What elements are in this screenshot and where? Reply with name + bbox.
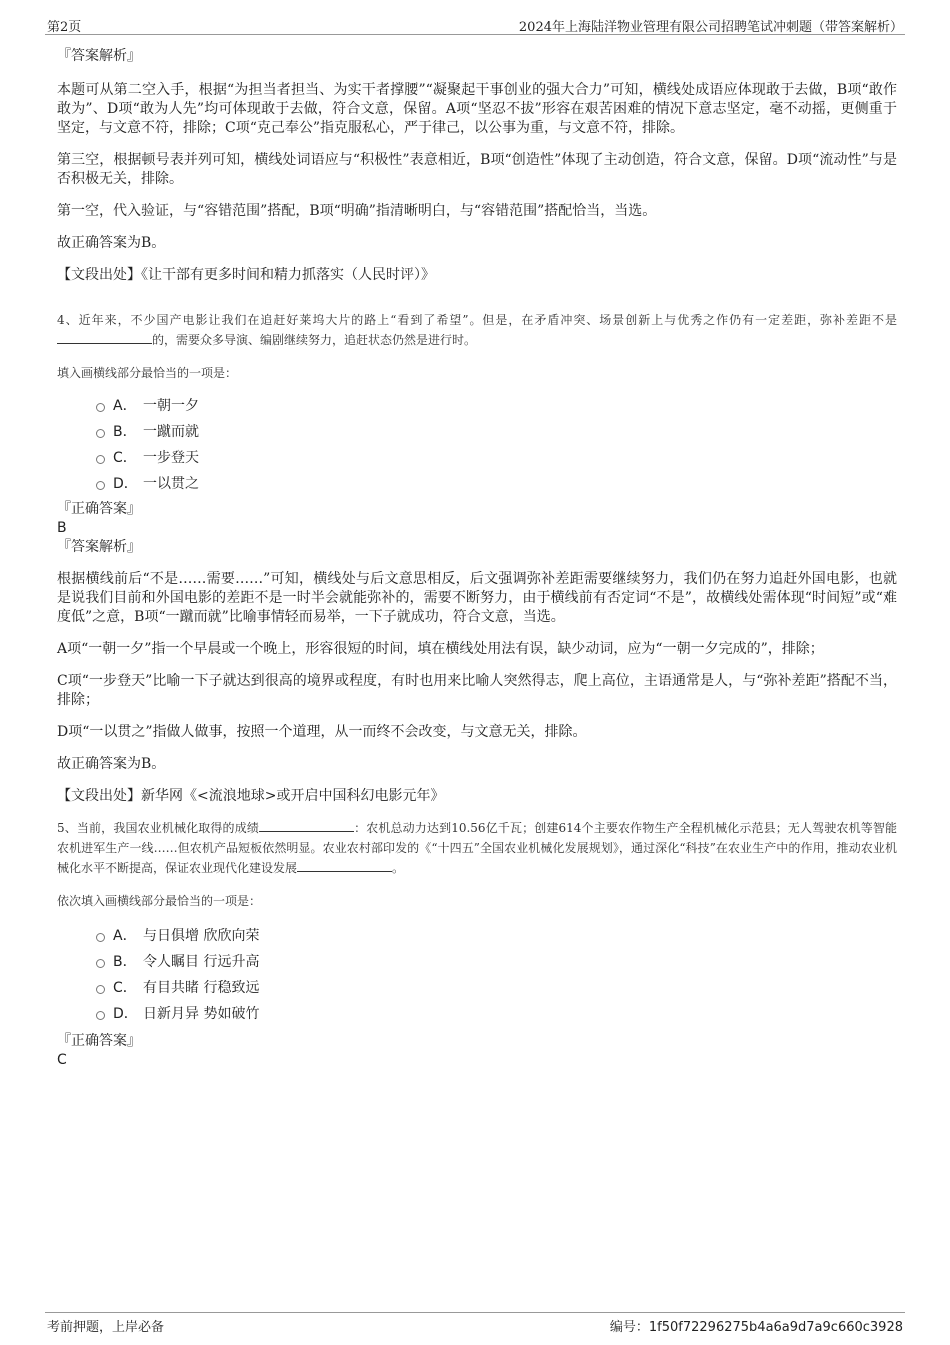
q4-analysis-label: 『答案解析』	[57, 539, 141, 555]
q4-text-part1: 4、近年来，不少国产电影让我们在追赶好莱坞大片的路上“看到了希望”。但是，在矛盾冲突、场景创新上与优秀之作仍有一定差距，弥补差距不是	[57, 313, 897, 327]
q4-analysis-p2: A项“一朝一夕”指一个早晨或一个晚上，形容很短的时间，填在横线处用法有误，缺少动词，应为“一朝一夕完成的”，排除；	[57, 641, 824, 657]
option-letter: A．	[113, 398, 137, 414]
q5-text-part2: ：农机总动力达到10.56亿千瓦；创建614个主要农作物生产全程机械化示范县；无人驾驶农机等智能农机进军生产一线……但农机产品短板依然明显。农业农村部印发的《“十四五”全国农业机械化发展规划》，通过深化“科技”在农业生产中的作用，推动农业机械化水平不断提高，保证农业现代化建设发展	[57, 821, 897, 875]
radio-icon[interactable]	[96, 933, 105, 942]
q3-analysis-p3: 第一空，代入验证，与“容错范围”搭配，B项“明确”指清晰明白，与“容错范围”搭配恰当，当选。	[57, 203, 657, 219]
q5-answer: C	[57, 1052, 67, 1068]
q4-analysis-p3: C项“一步登天”比喻一下子就达到很高的境界或程度，有时也用来比喻人突然得志，爬上高位，主语通常是人，与“弥补差距”搭配不当，排除；	[57, 673, 897, 708]
option-letter: C．	[113, 450, 137, 466]
option-letter: D．	[113, 1006, 138, 1022]
q5-blank-2	[297, 859, 392, 872]
q4-analysis-p5: 故正确答案为B。	[57, 756, 166, 772]
q4-source: 【文段出处】新华网《<流浪地球>或开启中国科幻电影元年》	[57, 788, 445, 804]
option-text: 一蹴而就	[143, 424, 199, 440]
q5-option-a[interactable]	[96, 922, 897, 948]
q4-blank	[57, 331, 152, 344]
q5-text-part3: 。	[392, 861, 405, 875]
q3-analysis-p4: 故正确答案为B。	[57, 235, 166, 251]
option-text: 一步登天	[143, 450, 199, 466]
option-letter: C．	[113, 980, 137, 996]
q4-option-d[interactable]	[96, 470, 897, 496]
option-text: 一以贯之	[143, 476, 199, 492]
q3-source: 【文段出处】《让干部有更多时间和精力抓落实（人民时评）》	[57, 267, 435, 283]
q3-analysis-p1: 本题可从第二空入手，根据“为担当者担当、为实干者撑腰”“凝聚起干事创业的强大合力”可知，横线处成语应体现敢于去做，B项“敢作敢为”、D项“敢为人先”均可体现敢于去做，符合文意，保留。A项“坚忍不拔”形容在艰苦困难的情况下意志坚定，毫不动摇，更侧重于坚定，与文意不符，排除；C项“克己奉公”指克服私心，严于律己，以公事为重，与文意不符，排除。	[57, 82, 897, 136]
option-text: 日新月异 势如破竹	[143, 1006, 260, 1022]
q4-answer-label: 『正确答案』	[57, 501, 141, 517]
footer-slogan: 考前押题，上岸必备	[47, 1320, 165, 1335]
q5-text-part1: 5、当前，我国农业机械化取得的成绩	[57, 821, 259, 835]
option-text: 令人瞩目 行远升高	[143, 954, 260, 970]
q4-option-b[interactable]	[96, 418, 897, 444]
radio-icon[interactable]	[96, 985, 105, 994]
page-footer	[45, 1312, 905, 1333]
q5-option-c[interactable]	[96, 974, 897, 1000]
option-letter: B．	[113, 954, 137, 970]
option-text: 有目共睹 行稳致远	[143, 980, 260, 996]
q4-option-c[interactable]	[96, 444, 897, 470]
option-letter: D．	[113, 476, 138, 492]
option-letter: A．	[113, 928, 137, 944]
option-text: 与日俱增 欣欣向荣	[143, 928, 260, 944]
q4-question	[57, 310, 897, 350]
q4-analysis-p4: D项“一以贯之”指做人做事，按照一个道理，从一而终不会改变，与文意无关，排除。	[57, 724, 587, 740]
q5-answer-label: 『正确答案』	[57, 1033, 141, 1049]
page-number: 第2页	[47, 20, 82, 35]
document-code-value: 1f50f72296275b4a6a9d7a9c660c3928	[648, 1320, 903, 1335]
q4-option-a[interactable]	[96, 392, 897, 418]
radio-icon[interactable]	[96, 481, 105, 490]
q5-option-b[interactable]	[96, 948, 897, 974]
q4-text-part2: 的，需要众多导演、编剧继续努力，追赶状态仍然是进行时。	[152, 333, 477, 347]
option-text: 一朝一夕	[143, 398, 199, 414]
document-title: 2024年上海陆洋物业管理有限公司招聘笔试冲刺题（带答案解析）	[518, 20, 903, 35]
q5-question	[57, 818, 897, 878]
radio-icon[interactable]	[96, 959, 105, 968]
q4-analysis-p1: 根据横线前后“不是……需要……”可知，横线处与后文意思相反，后文强调弥补差距需要继续努力，我们仍在努力追赶外国电影，也就是说我们目前和外国电影的差距不是一时半会就能弥补的，需要不断努力，由于横线前有否定词“不是”，故横线处需体现“时间短”或“难度低”之意，B项“一蹴而就”比喻事情轻而易举，一下子就成功，符合文意，当选。	[57, 571, 897, 625]
page-header	[45, 14, 905, 35]
q3-analysis-label: 『答案解析』	[57, 48, 141, 64]
q5-option-d[interactable]	[96, 1000, 897, 1026]
q5-blank-1	[259, 819, 354, 832]
q5-prompt: 依次填入画横线部分最恰当的一项是：	[57, 894, 262, 908]
q4-answer: B	[57, 520, 67, 536]
q4-options	[57, 392, 897, 496]
document-code-label: 编号：	[609, 1320, 649, 1335]
q5-options	[57, 922, 897, 1026]
radio-icon[interactable]	[96, 429, 105, 438]
radio-icon[interactable]	[96, 455, 105, 464]
q3-analysis-p2: 第三空，根据顿号表并列可知，横线处词语应与“积极性”表意相近，B项“创造性”体现了主动创造，符合文意，保留。D项“流动性”与是否积极无关，排除。	[57, 152, 897, 187]
q4-prompt: 填入画横线部分最恰当的一项是：	[57, 366, 238, 380]
option-letter: B．	[113, 424, 137, 440]
radio-icon[interactable]	[96, 403, 105, 412]
document-body	[57, 44, 897, 1069]
document-code	[610, 1316, 903, 1335]
radio-icon[interactable]	[96, 1011, 105, 1020]
